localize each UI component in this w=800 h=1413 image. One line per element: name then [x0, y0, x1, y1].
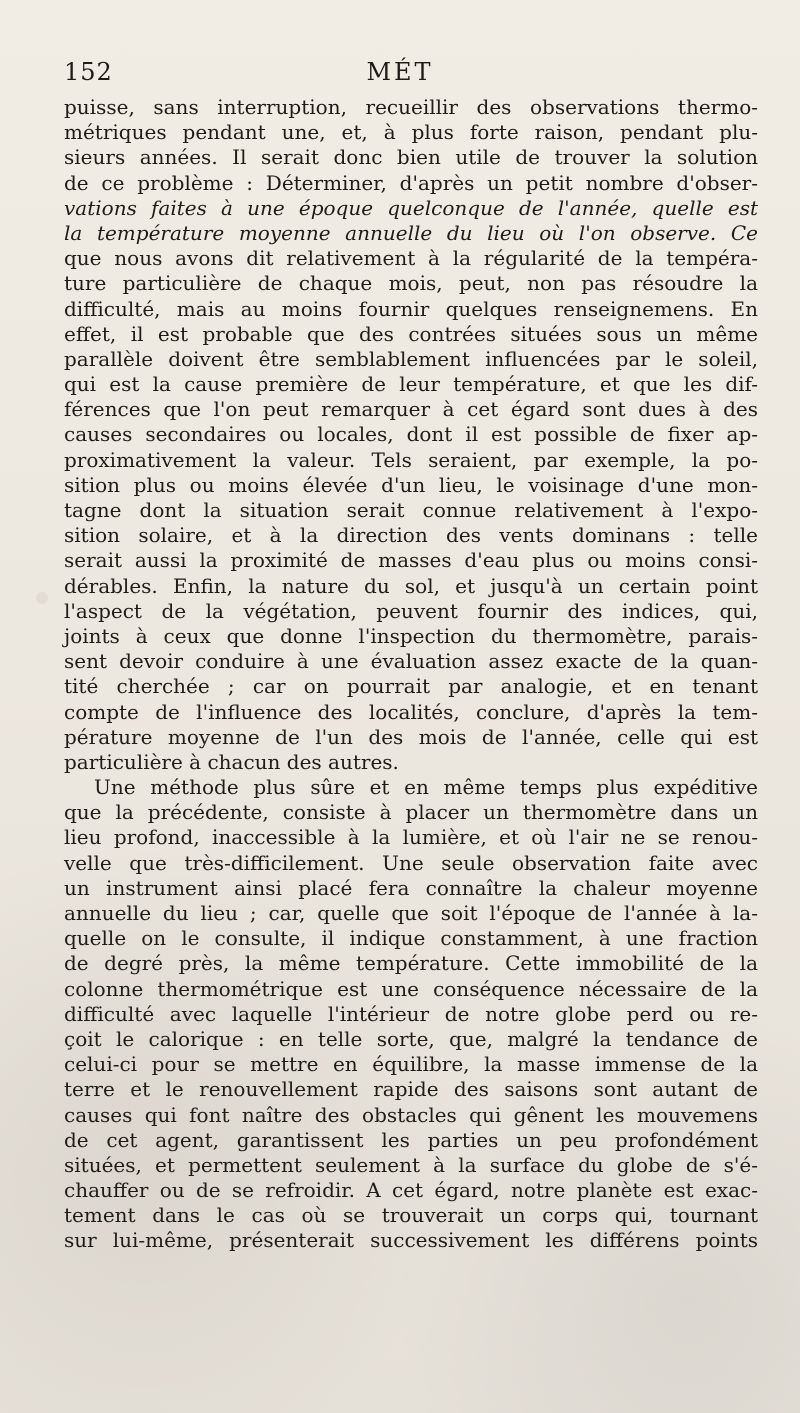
text-line: sur lui-même, présenterait successivement les différens points — [64, 1228, 758, 1253]
text-line: Une méthode plus sûre et en même temps plus expéditive — [94, 775, 758, 800]
text-line: sieurs années. Il serait donc bien utile de trouver la solution — [64, 145, 758, 170]
text-line: joints à ceux que donne l'inspection du thermomètre, parais- — [64, 623, 758, 648]
text-line: difficulté avec laquelle l'intérieur de notre globe perd ou re- — [64, 1001, 758, 1026]
text-line: métriques pendant une, et, à plus forte raison, pendant plu- — [64, 120, 758, 145]
text-line: férences que l'on peut remarquer à cet égard sont dues à des — [64, 397, 758, 422]
text-line: particulière à chacun des autres. — [64, 749, 399, 774]
text-line: velle que très-difficilement. Une seule observation faite avec — [64, 850, 758, 875]
text-line: situées, et permettent seulement à la surface du globe de s'é- — [64, 1152, 758, 1177]
text-line: que la précédente, consiste à placer un thermomètre dans un — [64, 800, 758, 825]
text-line: parallèle doivent être semblablement influencées par le soleil, — [64, 346, 758, 371]
text-line: quelle on le consulte, il indique constamment, à une fraction — [64, 926, 758, 951]
text-line: sition plus ou moins élevée d'un lieu, le voisinage d'une mon- — [64, 472, 758, 497]
text-line: tité cherchée ; car on pourrait par analogie, et en tenant — [64, 674, 758, 699]
text-line: causes qui font naître des obstacles qui gênent les mouvemens — [64, 1102, 758, 1127]
paper-stain — [36, 592, 48, 604]
text-line: çoit le calorique : en telle sorte, que, malgré la tendance de — [64, 1026, 758, 1051]
text-line: que nous avons dit relativement à la régularité de la tempéra- — [64, 246, 758, 271]
text-line: dérables. Enfin, la nature du sol, et jusqu'à un certain point — [64, 573, 758, 598]
text-line: difficulté, mais au moins fournir quelques renseignemens. En — [64, 296, 758, 321]
text-line: proximativement la valeur. Tels seraient, par exemple, la po- — [64, 447, 758, 472]
text-line: la température moyenne annuelle du lieu où l'on observe. Ce — [64, 220, 758, 245]
text-line: colonne thermométrique est une conséquence nécessaire de la — [64, 976, 758, 1001]
text-line: tagne dont la situation serait connue relativement à l'expo- — [64, 498, 758, 522]
text-line: causes secondaires ou locales, dont il est possible de fixer ap- — [64, 422, 758, 447]
body-text — [64, 95, 758, 1254]
text-line: sition solaire, et à la direction des vents dominans : telle — [64, 523, 758, 548]
text-line: qui est la cause première de leur température, et que les dif- — [64, 372, 758, 397]
page-header — [64, 58, 736, 92]
page-number: 152 — [64, 58, 113, 86]
text-line: annuelle du lieu ; car, quelle que soit l'époque de l'année à la- — [64, 901, 758, 925]
text-line: terre et le renouvellement rapide des saisons sont autant de — [64, 1077, 758, 1102]
running-head: MÉT — [366, 58, 434, 86]
text-line: de degré près, la même température. Cette immobilité de la — [64, 951, 758, 976]
text-line: de cet agent, garantissent les parties un peu profondément — [64, 1127, 758, 1152]
text-line: puisse, sans interruption, recueillir des observations thermo- — [64, 95, 758, 119]
text-line: tement dans le cas où se trouverait un corps qui, tournant — [64, 1203, 758, 1228]
text-line: vations faites à une époque quelconque de l'année, quelle est — [64, 195, 758, 220]
text-line: pérature moyenne de l'un des mois de l'année, celle qui est — [64, 724, 758, 749]
text-line: effet, il est probable que des contrées situées sous un même — [64, 321, 758, 346]
text-line: lieu profond, inaccessible à la lumière, et où l'air ne se renou- — [64, 825, 758, 850]
text-line: l'aspect de la végétation, peuvent fournir des indices, qui, — [64, 598, 758, 623]
text-line: compte de l'influence des localités, conclure, d'après la tem- — [64, 699, 758, 724]
text-line: un instrument ainsi placé fera connaître la chaleur moyenne — [64, 875, 758, 900]
text-line: de ce problème : Déterminer, d'après un petit nombre d'obser- — [64, 170, 758, 195]
text-line: ture particulière de chaque mois, peut, non pas résoudre la — [64, 271, 758, 296]
text-line: sent devoir conduire à une évaluation assez exacte de la quan- — [64, 649, 758, 674]
text-line: chauffer ou de se refroidir. A cet égard, notre planète est exac- — [64, 1178, 758, 1203]
text-line: serait aussi la proximité de masses d'eau plus ou moins consi- — [64, 548, 758, 573]
text-line: celui-ci pour se mettre en équilibre, la masse immense de la — [64, 1052, 758, 1077]
